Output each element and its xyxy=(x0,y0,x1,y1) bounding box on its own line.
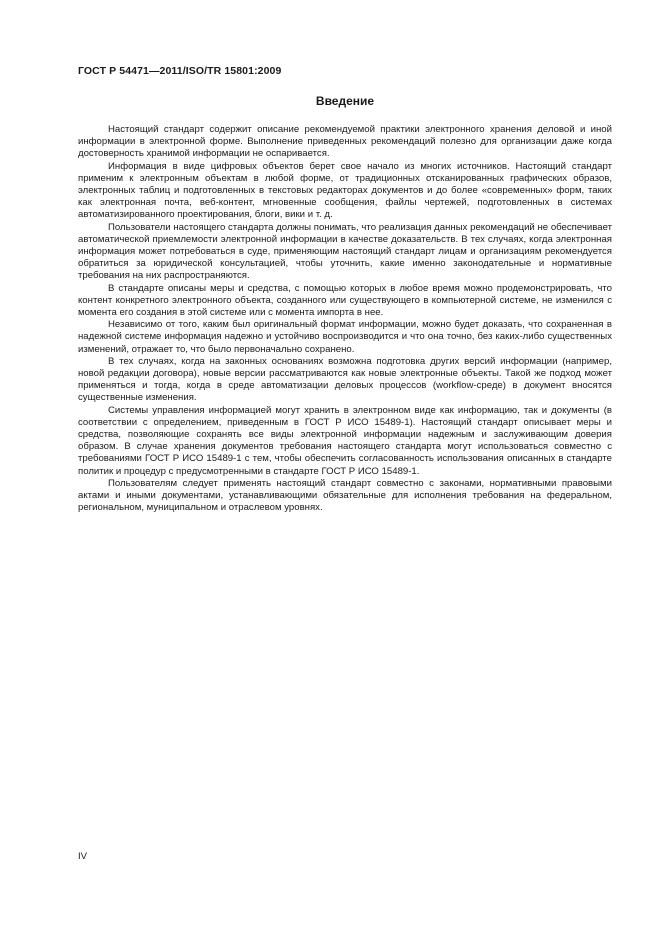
paragraph: Информация в виде цифровых объектов берет свое начало из многих источников. Настоящий стандарт применим к электронным объектам в любой форме, от традиционных отсканированных графических образов, электронных таблиц и подготовленных в текстовых редакторах документов и до более «современных» форм, таких как электронная почта, веб-контент, мгновенные сообщения, файлы чертежей, подготовленных в системах автоматизированного проектирования, блоги, вики и т. д. xyxy=(78,160,612,221)
paragraph: В стандарте описаны меры и средства, с помощью которых в любое время можно продемонстрировать, что контент конкретного электронного объекта, созданного или существующего в компьютерной системе, не изменился с момента его создания в этой системе или с момента импорта в нее. xyxy=(78,282,612,319)
page-number: IV xyxy=(78,851,87,862)
section-title: Введение xyxy=(315,94,375,108)
paragraph: Пользователи настоящего стандарта должны понимать, что реализация данных рекомендаций не обеспечивает автоматической приемлемости электронной информации в качестве доказательств. В тех случаях, когда электронная информация может потребоваться в суде, применяющим настоящий стандарт лицам и организациям рекомендуется обратиться за юридической консультацией, чтобы уточнить, какие именно законодательные и нормативные требования на них распространяются. xyxy=(78,221,612,282)
paragraph: Пользователям следует применять настоящий стандарт совместно с законами, нормативными правовыми актами и иными документами, устанавливающими обязательные для исполнения требования на федеральном, региональном, муниципальном и отраслевом уровнях. xyxy=(78,477,612,514)
document-id-header: ГОСТ Р 54471—2011/ISO/TR 15801:2009 xyxy=(78,65,282,77)
paragraph: Независимо от того, каким был оригинальный формат информации, можно будет доказать, что сохраненная в надежной системе информация надежно и устойчиво воспроизводится и что она точно, без каких-либо существенных изменений, отражает то, что было первоначально сохранено. xyxy=(78,319,612,355)
paragraph: Системы управления информацией могут хранить в электронном виде как информацию, так и документы (в соответствии с определением, приведенным в ГОСТ Р ИСО 15489-1). Настоящий стандарт описывает меры и средства, позволяющие сохранять все виды электронной информации надежным и заслуживающим доверия образом. В случае хранения документов требования настоящего стандарта могут использоваться совместно с требованиями ГОСТ Р ИСО 15489-1 с тем, чтобы обеспечить согласованность использования описанных в стандарте политик и процедур с предусмотренными в стандарте ГОСТ Р ИСО 15489-1. xyxy=(78,404,612,477)
paragraph: В тех случаях, когда на законных основаниях возможна подготовка других версий информации (например, новой редакции договора), новые версии рассматриваются как новые электронные объекты. Такой же подход может применяться и тогда, когда в среде автоматизации деловых процессов (workflow-среде) в документ вносятся существенные изменения. xyxy=(78,355,612,404)
paragraph: Настоящий стандарт содержит описание рекомендуемой практики электронного хранения деловой и иной информации в электронной форме. Выполнение приведенных рекомендаций полезно для организации даже когда достоверность хранимой информации не оспаривается. xyxy=(78,124,612,160)
introduction-body xyxy=(78,124,612,515)
